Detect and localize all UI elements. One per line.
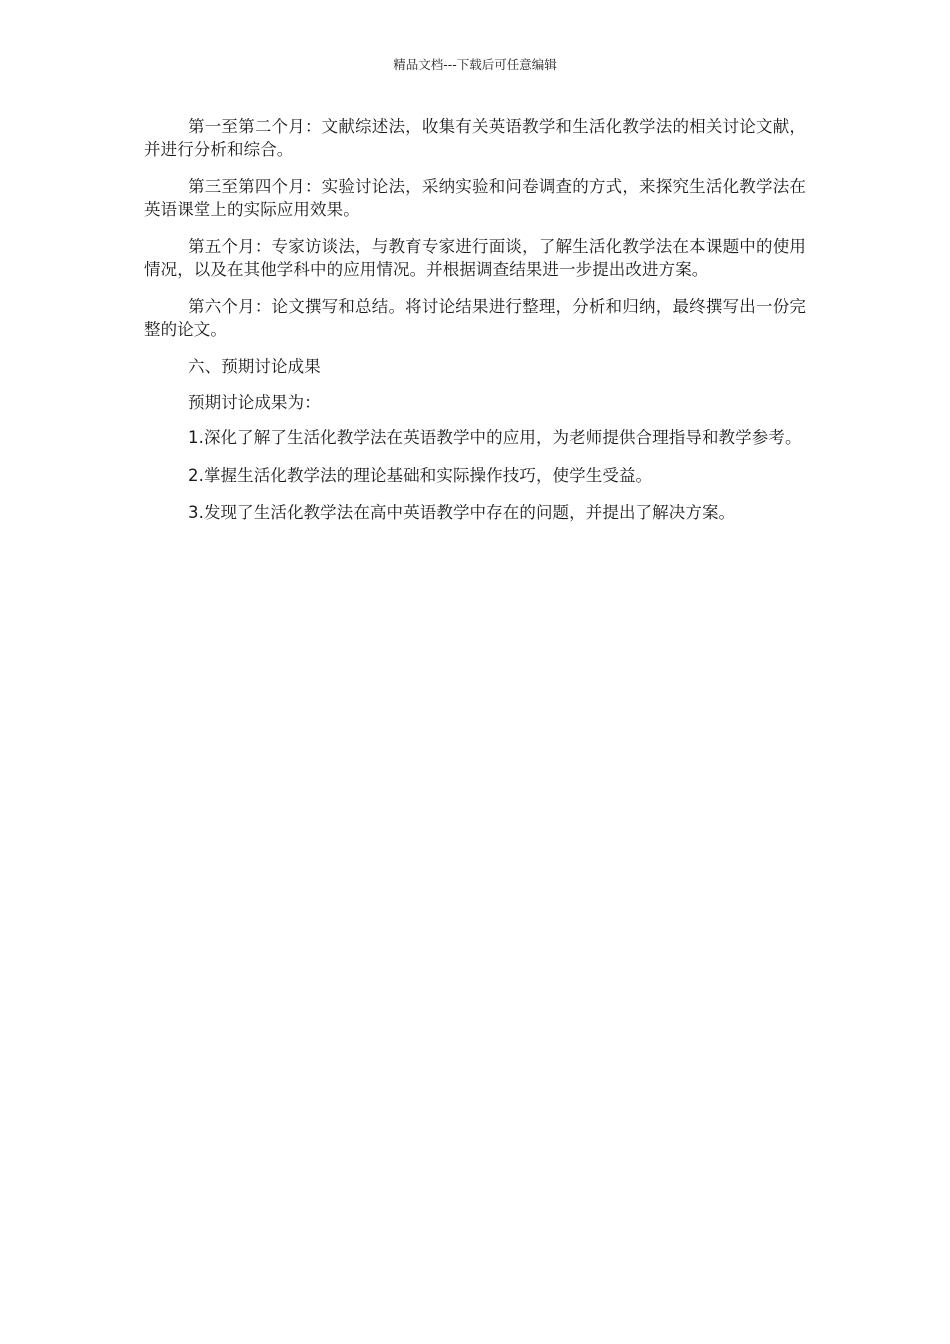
paragraph-month-6: 第六个月：论文撰写和总结。将讨论结果进行整理，分析和归纳，最终撰写出一份完整的论文。 <box>144 297 806 339</box>
page-header: 精品文档---下载后可任意编辑 <box>393 57 557 72</box>
document-body <box>144 116 806 540</box>
section-heading-expected-results: 六、预期讨论成果 <box>188 357 321 376</box>
list-item-result-2: 2.掌握生活化教学法的理论基础和实际操作技巧，使学生受益。 <box>188 465 653 485</box>
paragraph-results-intro: 预期讨论成果为： <box>188 392 321 412</box>
paragraph-month-5: 第五个月：专家访谈法，与教育专家进行面谈，了解生活化教学法在本课题中的使用情况，以及在其他学科中的应用情况。并根据调查结果进一步提出改进方案。 <box>144 237 806 279</box>
list-item-result-1: 1.深化了解了生活化教学法在英语教学中的应用，为老师提供合理指导和教学参考。 <box>188 428 802 447</box>
paragraph-month-3-4: 第三至第四个月：实验讨论法，采纳实验和问卷调查的方式，来探究生活化教学法在英语课堂上的实际应用效果。 <box>144 177 806 219</box>
list-item-result-3: 3.发现了生活化教学法在高中英语教学中存在的问题，并提出了解决方案。 <box>188 503 736 522</box>
paragraph-month-1-2: 第一至第二个月：文献综述法，收集有关英语教学和生活化教学法的相关讨论文献，并进行分析和综合。 <box>144 117 806 159</box>
